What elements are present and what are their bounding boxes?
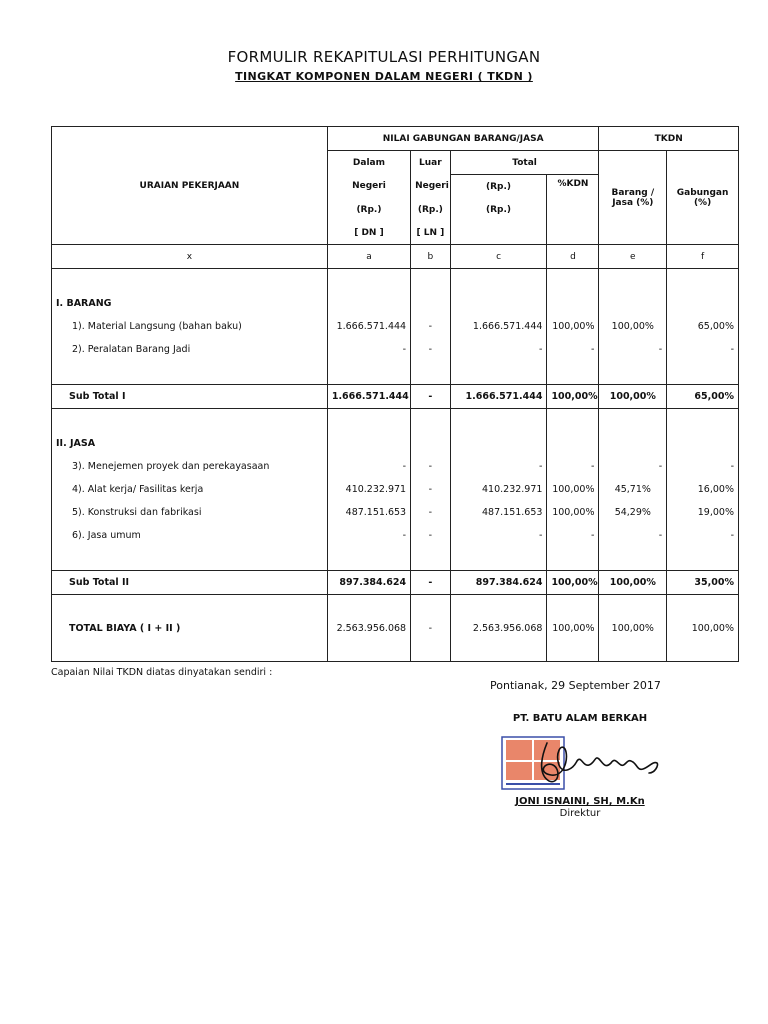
cell-e: - xyxy=(599,455,667,478)
cell-e: 100,00% xyxy=(599,595,667,662)
dalam-header: Dalam xyxy=(327,151,410,175)
cell-c: 487.151.653 xyxy=(450,501,547,524)
total-row xyxy=(52,595,739,662)
cell-e: - xyxy=(599,338,667,361)
barang-jasa-header xyxy=(599,151,667,245)
table-row xyxy=(52,478,739,501)
cell-d: 100,00% xyxy=(547,385,599,409)
gabungan-header xyxy=(667,151,739,245)
company-name: PT. BATU ALAM BERKAH xyxy=(512,713,648,724)
document-title: FORMULIR REKAPITULASI PERHITUNGAN xyxy=(227,48,541,66)
cell-f: 16,00% xyxy=(667,478,739,501)
cell-f: - xyxy=(667,524,739,547)
place-date: Pontianak, 29 September 2017 xyxy=(490,679,661,692)
total-blank-header xyxy=(450,221,547,245)
subtotal-label: Sub Total II xyxy=(52,571,328,595)
cell-e: 100,00% xyxy=(599,385,667,409)
dn-rp-header: (Rp.) xyxy=(327,198,410,221)
cell-b: - xyxy=(411,455,451,478)
total-rp-header: (Rp.) xyxy=(450,175,547,199)
col-letter-x: x xyxy=(52,245,328,269)
cell-d: 100,00% xyxy=(547,571,599,595)
cell-b: - xyxy=(411,501,451,524)
cell-f: 19,00% xyxy=(667,501,739,524)
gabungan-pct-label: (%) xyxy=(693,197,712,208)
cell-b: - xyxy=(411,524,451,547)
cell-d: 100,00% xyxy=(547,595,599,662)
cell-b: - xyxy=(411,315,451,338)
cell-b: - xyxy=(411,571,451,595)
cell-c: 1.666.571.444 xyxy=(450,315,547,338)
row-label: 3). Menejemen proyek dan perekayasaan xyxy=(52,455,328,478)
subtotal-row xyxy=(52,385,739,409)
cell-a: 410.232.971 xyxy=(327,478,410,501)
row-label: 4). Alat kerja/ Fasilitas kerja xyxy=(52,478,328,501)
cell-d: 100,00% xyxy=(547,315,599,338)
cell-c: 2.563.956.068 xyxy=(450,595,547,662)
table-row xyxy=(52,524,739,547)
cell-a: 487.151.653 xyxy=(327,501,410,524)
cell-d: 100,00% xyxy=(547,478,599,501)
cell-c: 410.232.971 xyxy=(450,478,547,501)
cell-e: 45,71% xyxy=(599,478,667,501)
total-rp2-header: (Rp.) xyxy=(450,198,547,221)
subtotal-label: Sub Total I xyxy=(52,385,328,409)
cell-c: - xyxy=(450,455,547,478)
cell-a: 1.666.571.444 xyxy=(327,315,410,338)
total-label: TOTAL BIAYA ( I + II ) xyxy=(52,595,328,662)
table-row xyxy=(52,455,739,478)
cell-f: - xyxy=(667,338,739,361)
cell-c: 1.666.571.444 xyxy=(450,385,547,409)
cell-c: - xyxy=(450,338,547,361)
gabungan-label: Gabungan xyxy=(676,187,729,198)
cell-f: 65,00% xyxy=(667,385,739,409)
luar-header: Luar xyxy=(411,151,451,175)
column-letter-row xyxy=(52,245,739,269)
nilai-gabungan-header: NILAI GABUNGAN BARANG/JASA xyxy=(327,127,599,151)
spacer-row xyxy=(52,547,739,571)
row-label: 5). Konstruksi dan fabrikasi xyxy=(52,501,328,524)
cell-e: 100,00% xyxy=(599,315,667,338)
spacer-row xyxy=(52,361,739,385)
table-row xyxy=(52,338,739,361)
recap-table xyxy=(51,126,739,662)
signature-icon xyxy=(525,735,665,795)
tkdn-note: Capaian Nilai TKDN diatas dinyatakan sendiri : xyxy=(51,667,273,678)
cell-f: - xyxy=(667,455,739,478)
total-header: Total xyxy=(450,151,599,175)
cell-b: - xyxy=(411,385,451,409)
uraian-header: URAIAN PEKERJAAN xyxy=(52,127,328,245)
pct-kdn-header: %KDN xyxy=(547,175,599,245)
luar-negeri-header: Negeri xyxy=(411,175,451,199)
section-barang-title: I. BARANG xyxy=(52,292,328,315)
col-letter-a: a xyxy=(327,245,410,269)
cell-c: 897.384.624 xyxy=(450,571,547,595)
cell-a: - xyxy=(327,338,410,361)
table-row xyxy=(52,501,739,524)
table-row xyxy=(52,315,739,338)
negeri-header: Negeri xyxy=(327,175,410,199)
barang-jasa-label: Barang / xyxy=(611,187,655,198)
cell-a: 897.384.624 xyxy=(327,571,410,595)
cell-f: 100,00% xyxy=(667,595,739,662)
spacer-row xyxy=(52,409,739,433)
barang-jasa-label-2: Jasa (%) xyxy=(612,197,654,208)
cell-e: 100,00% xyxy=(599,571,667,595)
cell-e: - xyxy=(599,524,667,547)
col-letter-d: d xyxy=(547,245,599,269)
ln-code-header: [ LN ] xyxy=(411,221,451,245)
cell-f: 35,00% xyxy=(667,571,739,595)
cell-b: - xyxy=(411,478,451,501)
spacer-row xyxy=(52,269,739,293)
subtotal-row xyxy=(52,571,739,595)
cell-d: - xyxy=(547,338,599,361)
cell-f: 65,00% xyxy=(667,315,739,338)
document-subtitle: TINGKAT KOMPONEN DALAM NEGERI ( TKDN ) xyxy=(235,70,533,83)
cell-d: - xyxy=(547,455,599,478)
cell-b: - xyxy=(411,338,451,361)
row-label: 1). Material Langsung (bahan baku) xyxy=(52,315,328,338)
dn-code-header: [ DN ] xyxy=(327,221,410,245)
tkdn-header: TKDN xyxy=(599,127,739,151)
cell-b: - xyxy=(411,595,451,662)
col-letter-f: f xyxy=(667,245,739,269)
col-letter-b: b xyxy=(411,245,451,269)
row-label: 2). Peralatan Barang Jadi xyxy=(52,338,328,361)
cell-d: - xyxy=(547,524,599,547)
header-row-1 xyxy=(52,127,739,151)
ln-rp-header: (Rp.) xyxy=(411,198,451,221)
signer-name: JONI ISNAINI, SH, M.Kn xyxy=(515,796,645,807)
cell-a: - xyxy=(327,455,410,478)
cell-d: 100,00% xyxy=(547,501,599,524)
col-letter-c: c xyxy=(450,245,547,269)
section-jasa-row xyxy=(52,432,739,455)
cell-a: 2.563.956.068 xyxy=(327,595,410,662)
cell-c: - xyxy=(450,524,547,547)
row-label: 6). Jasa umum xyxy=(52,524,328,547)
cell-a: - xyxy=(327,524,410,547)
cell-a: 1.666.571.444 xyxy=(327,385,410,409)
cell-e: 54,29% xyxy=(599,501,667,524)
signer-position: Direktur xyxy=(559,808,601,819)
section-barang-row xyxy=(52,292,739,315)
col-letter-e: e xyxy=(599,245,667,269)
section-jasa-title: II. JASA xyxy=(52,432,328,455)
